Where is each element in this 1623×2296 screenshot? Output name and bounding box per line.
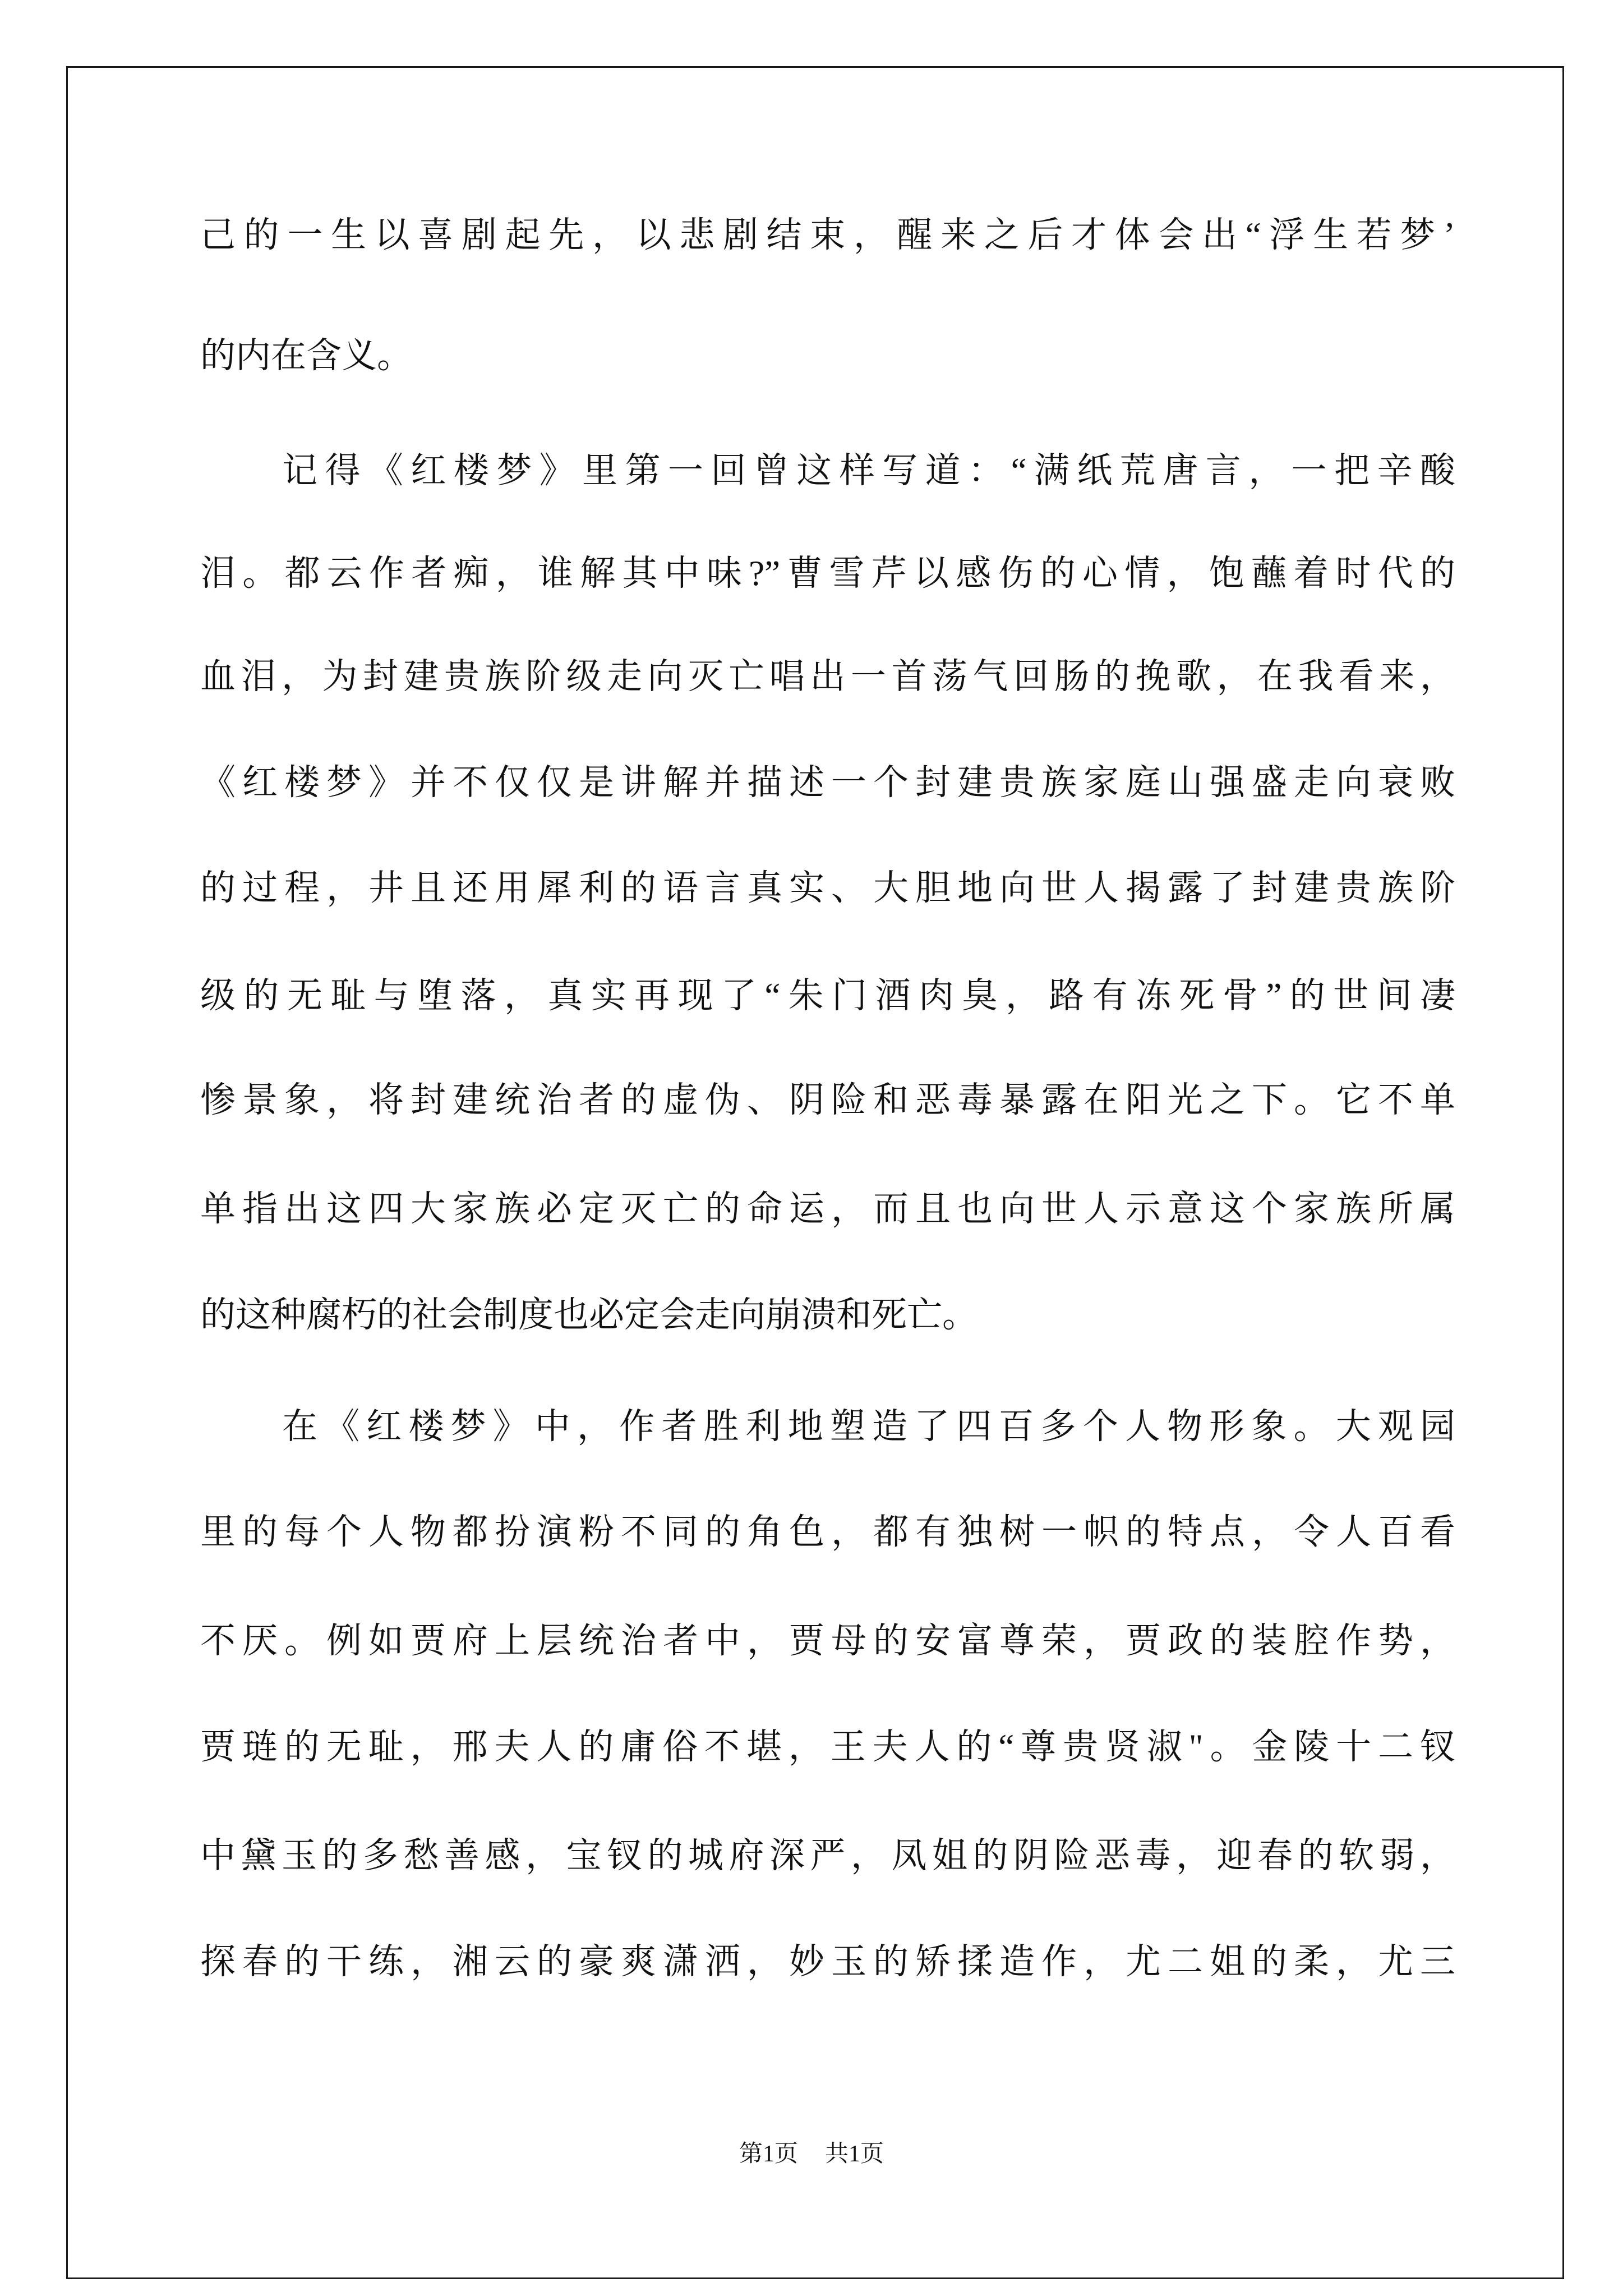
text-line: 《红楼梦》并不仅仅是讲解并描述一个封建贵族家庭山强盛走向衰败 [200, 763, 1455, 802]
text-line: 里的每个人物都扮演粉不同的角色，都有独树一帜的特点，令人百看 [200, 1512, 1455, 1552]
text-line: 记得《红楼梦》里第一回曾这样写道：“满纸荒唐言，一把辛酸 [282, 451, 1455, 490]
text-line: 的内在含义。 [200, 336, 412, 375]
text-line: 级的无耻与堕落，真实再现了“朱门酒肉臭，路有冻死骨”的世间凄 [200, 976, 1455, 1015]
page-footer [0, 2140, 1623, 2168]
text-line: 己的一生以喜剧起先，以悲剧结束，醒来之后才体会出“浮生若梦’ [200, 215, 1455, 255]
page-total: 共1页 [825, 2141, 884, 2167]
text-line: 的过程，井且还用犀利的语言真实、大胆地向世人揭露了封建贵族阶 [200, 868, 1455, 908]
text-line: 泪。都云作者痴，谁解其中味?”曹雪芹以感伤的心情，饱蘸着时代的 [200, 554, 1455, 593]
text-line: 的这种腐朽的社会制度也必定会走向崩溃和死亡。 [200, 1295, 978, 1335]
text-line: 在《红楼梦》中，作者胜利地塑造了四百多个人物形象。大观园 [282, 1407, 1455, 1446]
page-number: 第1页 [739, 2141, 798, 2167]
text-line: 中黛玉的多愁善感，宝钗的城府深严，凤姐的阴险恶毒，迎春的软弱， [200, 1836, 1455, 1875]
text-line: 血泪，为封建贵族阶级走向灭亡唱出一首荡气回肠的挽歌，在我看来， [200, 657, 1455, 696]
text-line: 惨景象，将封建统治者的虚伪、阴险和恶毒暴露在阳光之下。它不单 [200, 1080, 1455, 1120]
text-line: 探春的干练，湘云的豪爽潇洒，妙玉的矫揉造作，尤二姐的柔，尤三 [200, 1942, 1455, 1981]
text-line: 贾琏的无耻，邢夫人的庸俗不堪，王夫人的“尊贵贤淑"。金陵十二钗 [200, 1727, 1455, 1766]
text-line: 单指出这四大家族必定灭亡的命运，而且也向世人示意这个家族所属 [200, 1189, 1455, 1228]
text-line: 不厌。例如贾府上层统治者中，贾母的安富尊荣，贾政的装腔作势， [200, 1621, 1455, 1660]
